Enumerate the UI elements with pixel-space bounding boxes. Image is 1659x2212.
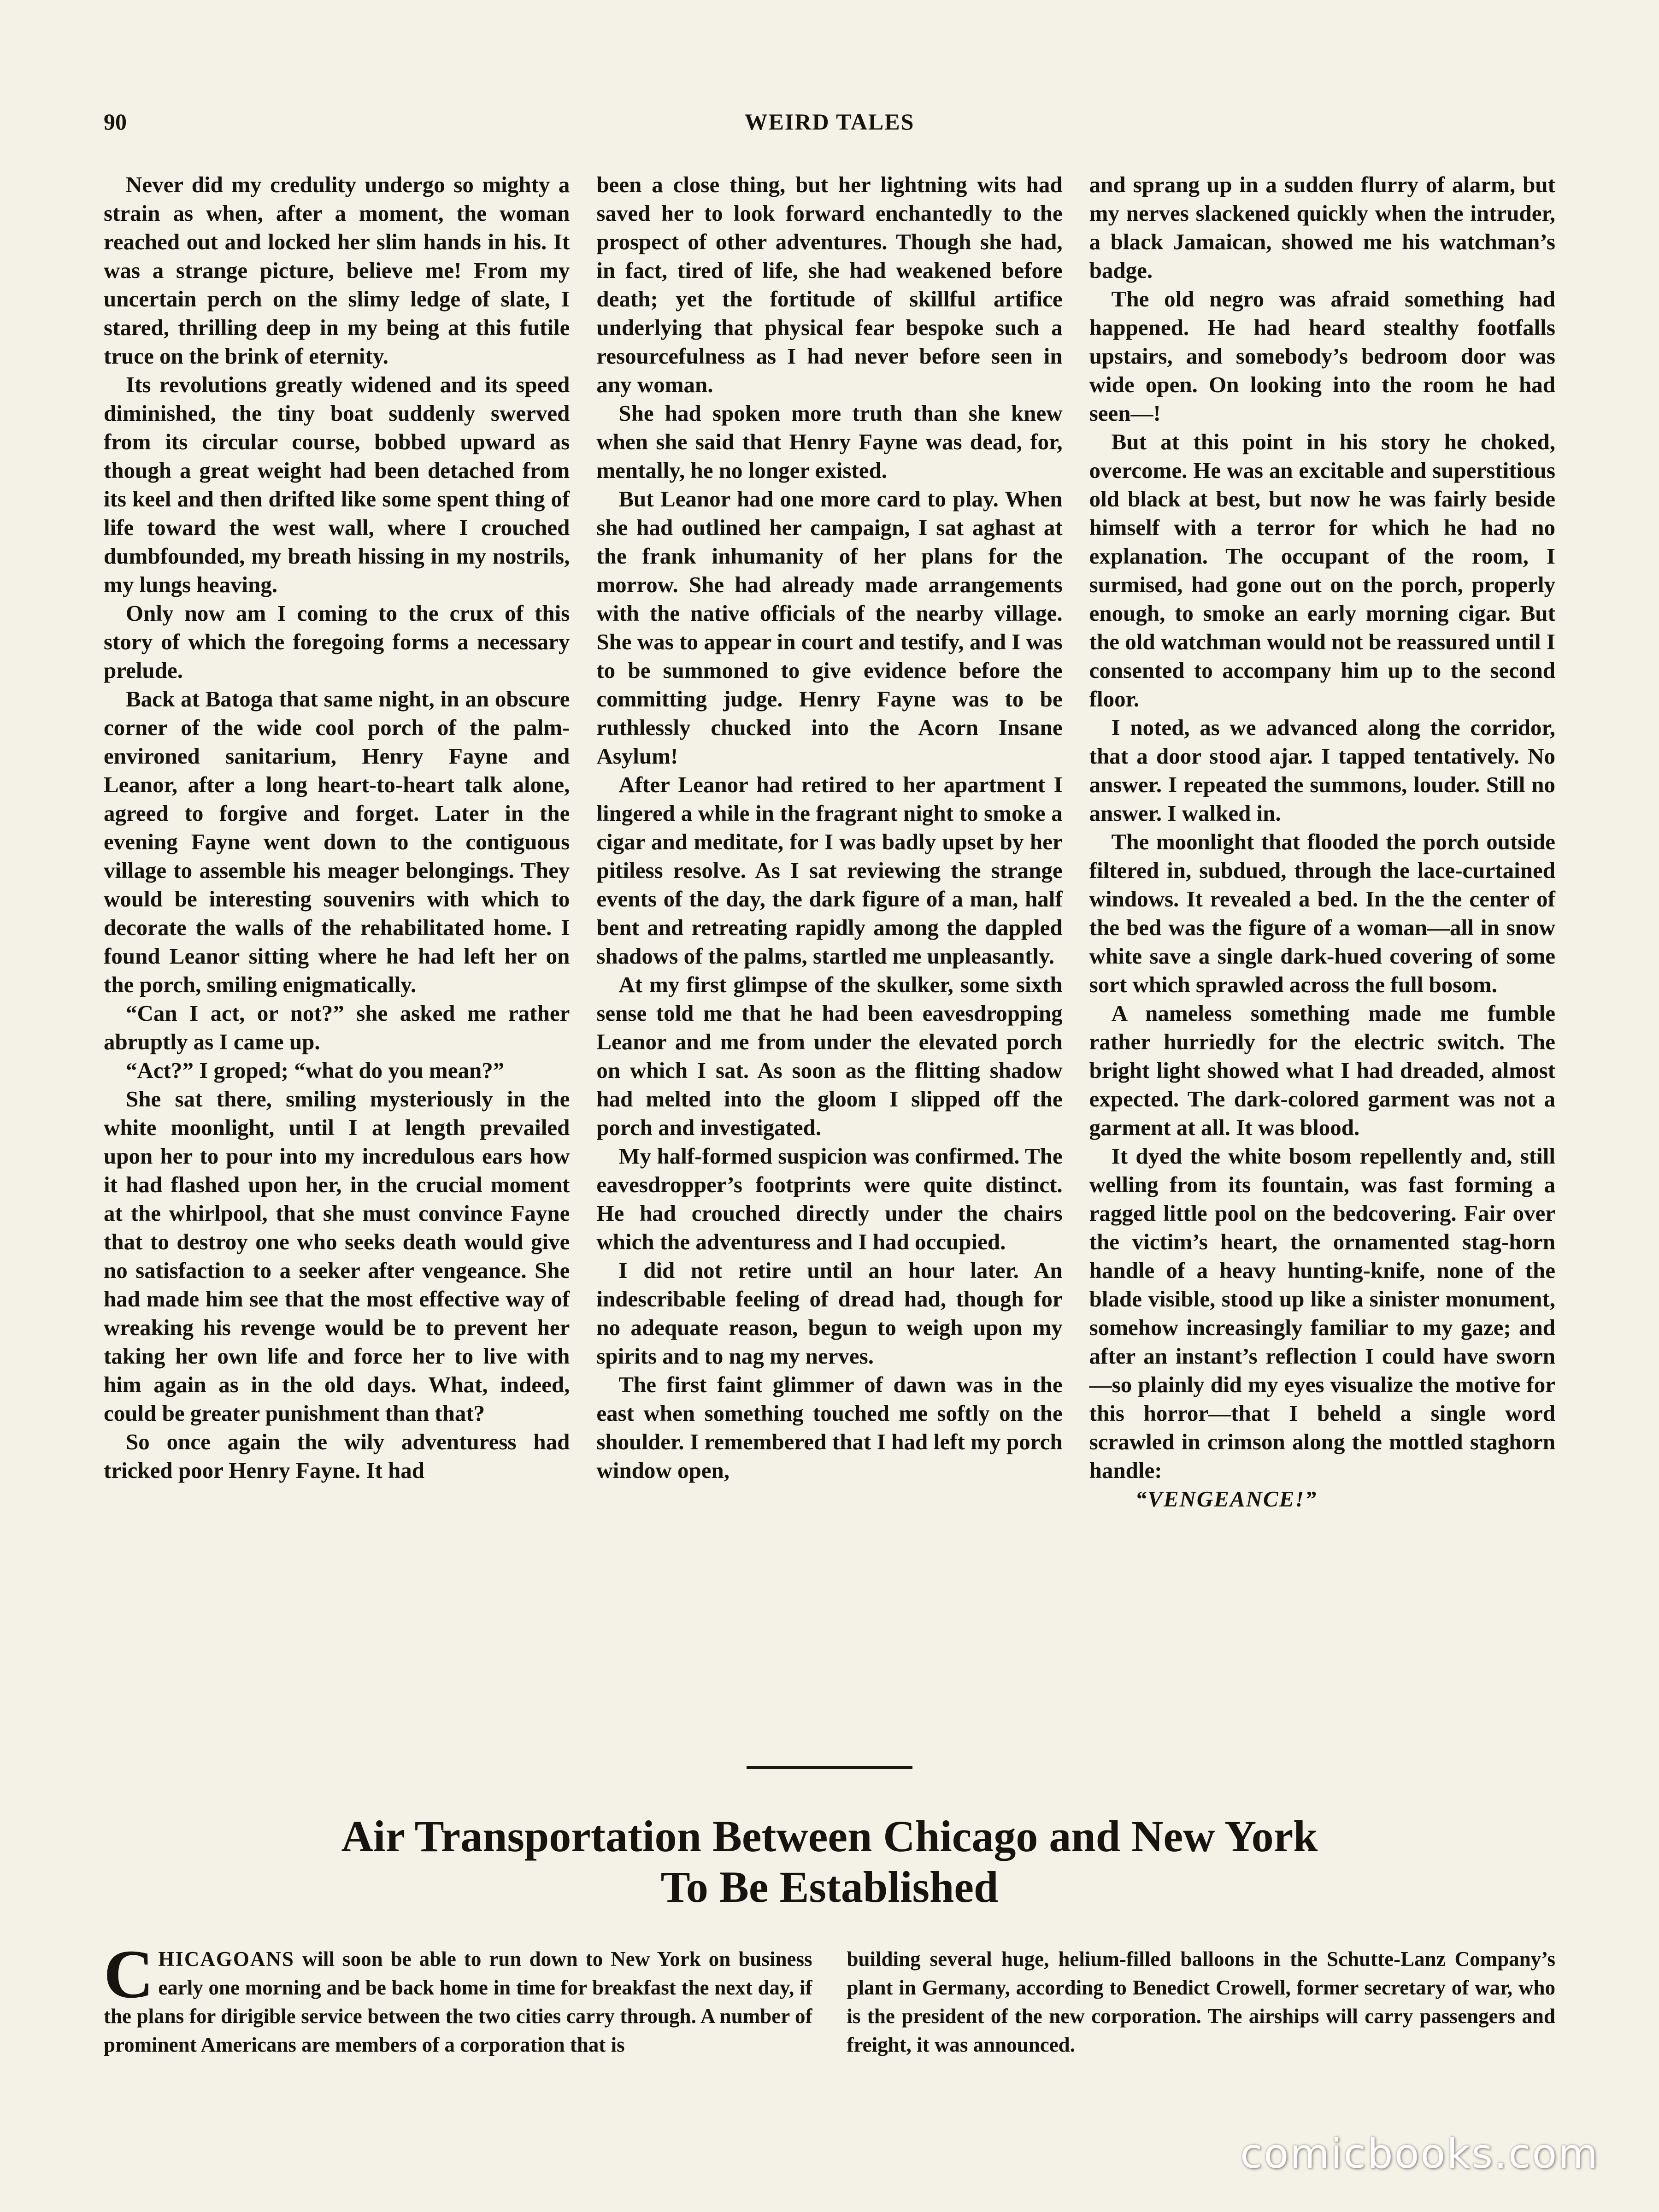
page-header <box>99 108 1560 141</box>
paragraph: The moonlight that flooded the porch outside filtered in, subdued, through the lace-curtained windows. It revealed a bed. In the the center of the bed was the figure of a woman—all in snow white save a single dark-hued covering of some sort which sprawled across the full bosom. <box>1089 829 1555 997</box>
paragraph: She sat there, smiling mysteriously in the white moonlight, until I at length prevailed upon her to pour into my incredulous ears how it had flashed upon her, in the crucial moment at the whirlpool, that she must convince Fayne that to destroy one who seeks death would give no satisfaction to a seeker after vengeance. She had made him see that the most effective way of wreaking his revenge would be to prevent her taking her own life and force her to live with him again as in the old days. What, indeed, could be greater punishment than that? <box>104 1086 570 1426</box>
article-text: building several huge, helium-filled balloons in the Schutte-Lanz Company’s plant in Germany, according to Benedict Crowell, former secretary of war, who is the president of the new corporation. The airships will carry passengers and freight, it was announced. <box>847 1947 1555 2056</box>
story-column-1 <box>104 171 570 1710</box>
paragraph: The old negro was afraid something had happened. He had heard stealthy footfalls upstairs, and somebody’s bedroom door was wide open. On looking into the room he had seen—! <box>1089 286 1555 426</box>
lead-caps: HICAGOANS <box>158 1947 294 1971</box>
final-word: “VENGEANCE!” <box>1135 1486 1317 1512</box>
article-text: will soon be able to run down to New York on business early one morning and be back home in time for breakfast the next day, if the plans for dirigible service between the two cities carry through. A number of prominent Americans are members of a corporation that is <box>104 1947 812 2056</box>
paragraph: She had spoken more truth than she knew when she said that Henry Fayne was dead, for, mentally, he no longer existed. <box>596 400 1063 483</box>
running-head: WEIRD TALES <box>744 109 915 135</box>
paragraph-continued: and sprang up in a sudden flurry of alarm, but my nerves slackened quickly when the intruder, a black Jamaican, showed me his watchman’s badge. <box>1089 172 1555 283</box>
paragraph: It dyed the white bosom repellently and, still welling from its fountain, was fast forming a ragged little pool on the bedcovering. Fair over the victim’s heart, the ornamented stag-horn handle of a heavy hunting-knife, none of the blade visible, stood up like a sinister monument, somehow increasingly familiar to my gaze; and after an instant’s reflection I could have sworn—so plainly did my eyes visualize the motive for this horror—that I beheld a single word scrawled in crimson along the mottled staghorn handle: <box>1089 1143 1555 1483</box>
article-column-2 <box>847 1945 1556 2092</box>
watermark: comicbooks.com <box>1240 2130 1599 2177</box>
paragraph: Back at Batoga that same night, in an obscure corner of the wide cool porch of the palm-environed sanitarium, Henry Fayne and Leanor, after a long heart-to-heart talk alone, agreed to forgive and forget. Later in the evening Fayne went down to the contiguous village to assemble his meager belongings. They would be interesting souvenirs with which to decorate the walls of the rehabilitated home. I found Leanor sitting where he had left her on the porch, smiling enigmatically. <box>104 686 570 997</box>
story-columns <box>104 171 1555 1710</box>
paragraph: The first faint glimmer of dawn was in the east when something touched me softly on the shoulder. I remembered that I had left my porch window open, <box>596 1372 1063 1483</box>
paragraph: “Act?” I groped; “what do you mean?” <box>126 1058 505 1083</box>
paragraph: Its revolutions greatly widened and its speed diminished, the tiny boat suddenly swerved from its circular course, bobbed upward as though a great weight had been detached from its keel and then drifted like some spent thing of life toward the west wall, where I crouched dumbfounded, my breath hissing in my nostrils, my lungs heaving. <box>104 372 570 597</box>
paragraph: Only now am I coming to the crux of this story of which the foregoing forms a necessary prelude. <box>104 600 570 683</box>
paragraph: So once again the wily adventuress had tricked poor Henry Fayne. It had <box>104 1429 570 1483</box>
page-number: 90 <box>104 109 127 135</box>
paragraph: After Leanor had retired to her apartment I lingered a while in the fragrant night to smoke a cigar and meditate, for I was badly upset by her pitiless resolve. As I sat reviewing the strange events of the day, the dark figure of a man, half bent and retreating rapidly among the dappled shadows of the palms, startled me unpleasantly. <box>596 772 1063 969</box>
paragraph: Never did my credulity undergo so mighty a strain as when, after a moment, the woman reached out and locked her slim hands in his. It was a strange picture, believe me! From my uncertain perch on the slimy ledge of slate, I stared, thrilling deep in my being at this futile truce on the brink of eternity. <box>104 172 570 369</box>
drop-cap: C <box>104 1936 154 2012</box>
story-column-2 <box>596 171 1062 1710</box>
article-title-line-2: To Be Established <box>660 1862 999 1912</box>
section-divider <box>747 1766 912 1769</box>
paragraph: But Leanor had one more card to play. When she had outlined her campaign, I sat aghast at the frank inhumanity of her plans for the morrow. She had already made arrangements with the native officials of the nearby village. She was to appear in court and testify, and I was to be summoned to give evidence before the committing judge. Henry Fayne was to be ruthlessly chucked into the Acorn Insane Asylum! <box>596 486 1063 769</box>
paragraph: I noted, as we advanced along the corridor, that a door stood ajar. I tapped tentatively. No answer. I repeated the summons, louder. Still no answer. I walked in. <box>1089 715 1555 826</box>
paragraph: But at this point in his story he choked, overcome. He was an excitable and superstitious old black at best, but now he was fairly beside himself with a terror for which he had no explanation. The occupant of the room, I surmised, had gone out on the porch, properly enough, to smoke an early morning cigar. But the old watchman would not be reassured until I consented to accompany him up to the second floor. <box>1089 429 1555 712</box>
article-body <box>104 1936 1555 2092</box>
article-title <box>92 1811 1567 1912</box>
paragraph-continued: been a close thing, but her lightning wits had saved her to look forward enchantedly to the prospect of other adventures. Though she had, in fact, tired of life, she had weakened before death; yet the fortitude of skillful artifice underlying that physical fear bespoke such a resourcefulness as I had never before seen in any woman. <box>596 172 1063 397</box>
paragraph: I did not retire until an hour later. An indescribable feeling of dread had, though for no adequate reason, begun to weigh upon my spirits and to nag my nerves. <box>596 1258 1063 1369</box>
article-column-1 <box>104 1936 812 2092</box>
paragraph: A nameless something made me fumble rather hurriedly for the electric switch. The bright light showed what I had dreaded, almost expected. The dark-colored garment was not a garment at all. It was blood. <box>1089 1000 1555 1140</box>
paragraph: At my first glimpse of the skulker, some sixth sense told me that he had been eavesdropping Leanor and me from under the elevated porch on which I sat. As soon as the flitting shadow had melted into the gloom I slipped off the porch and investigated. <box>596 972 1063 1140</box>
paragraph: “Can I act, or not?” she asked me rather abruptly as I came up. <box>104 1000 570 1054</box>
story-column-3 <box>1089 171 1555 1710</box>
article-title-line-1: Air Transportation Between Chicago and New York <box>341 1812 1318 1861</box>
paragraph: My half-formed suspicion was confirmed. The eavesdropper’s footprints were quite distinct. He had crouched directly under the chairs which the adventuress and I had occupied. <box>596 1143 1063 1254</box>
